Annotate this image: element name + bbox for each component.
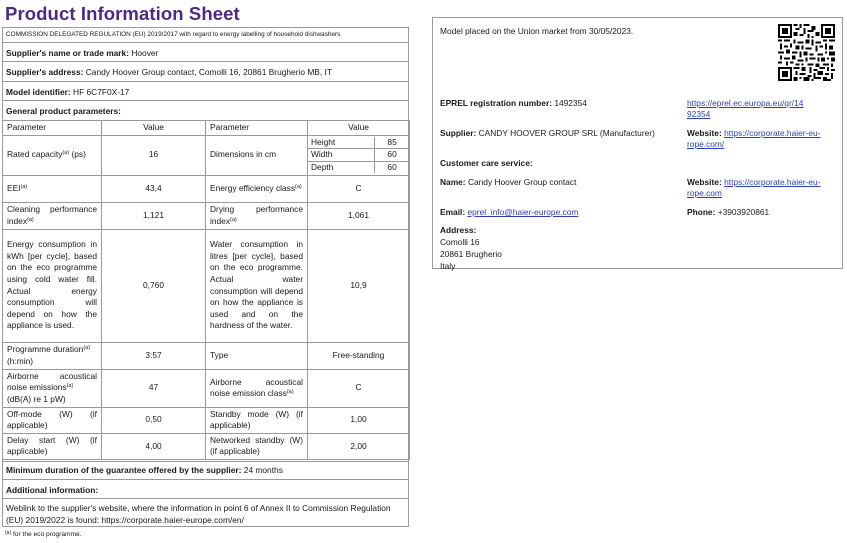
- regulation-text: COMMISSION DELEGATED REGULATION (EU) 2019/2017 with regard to energy labelling of household dishwashers: [6, 31, 341, 38]
- placed-on-market: Model placed on the Union market from 30/05/2023.: [440, 26, 634, 36]
- table-row: [3, 369, 410, 407]
- networked-standby-value: 2,00: [308, 433, 410, 459]
- footnote-text: for the eco programme.: [12, 531, 82, 538]
- website-link-line-2[interactable]: rope.com/: [687, 139, 725, 149]
- eprel-link-line-1[interactable]: https://eprel.ec.europa.eu/qr/14: [687, 98, 804, 108]
- address-line-3: Italy: [440, 261, 456, 271]
- noise-class-value: C: [308, 369, 410, 407]
- address-line-1: Comolli 16: [440, 237, 480, 247]
- programme-duration-label: Programme duration$^{(a)}$ (h:min): [3, 342, 102, 369]
- additional-info-row: [2, 479, 409, 498]
- phone-label: Phone:: [687, 207, 716, 217]
- guarantee-row: [2, 461, 409, 479]
- standby-mode-value: 1,00: [308, 407, 410, 433]
- eprel-card: [432, 17, 843, 269]
- page-title: Product Information Sheet: [5, 3, 240, 24]
- table-row: [3, 342, 410, 369]
- rated-capacity-value: 16: [102, 135, 206, 175]
- delay-start-value: 4,00: [102, 433, 206, 459]
- guarantee-label: Minimum duration of the guarantee offered by the supplier:: [6, 465, 242, 475]
- qr-code-icon: [778, 24, 835, 81]
- regulation-row: [2, 27, 409, 42]
- drying-index-label: Drying performance index$^{(a)}$: [206, 202, 308, 229]
- table-header-row: [3, 121, 410, 136]
- height-value: 85: [375, 137, 409, 149]
- width-label: Width: [308, 149, 375, 162]
- care-website-label: Website:: [687, 177, 722, 187]
- address-line-2: 20861 Brugherio: [440, 249, 502, 259]
- weblink-row: [2, 498, 409, 527]
- email-link[interactable]: eprel_info@haier-europe.com: [467, 207, 579, 217]
- noise-emissions-label: Airborne acoustical noise emissions$^{(a)}$ (dB(A) re 1 pW): [3, 369, 102, 407]
- dimensions-cell: [308, 135, 410, 175]
- energy-consumption-label: Energy consumption in kWh [per cycle], based on the eco programme using cold water fill. Actual energy consumption will depend on how the appliance is used.: [3, 229, 102, 342]
- table-row: [3, 202, 410, 229]
- rated-capacity-label: Rated capacity$^{(a)}$ (ps): [3, 135, 102, 175]
- model-identifier-label: Model identifier:: [6, 87, 71, 97]
- model-identifier-row: [2, 81, 409, 100]
- general-params-heading: General product parameters:: [6, 106, 121, 116]
- eprel-value: 1492354: [554, 98, 587, 108]
- care-name-label: Name:: [440, 177, 466, 187]
- eei-label: EEI$^{(a)}$: [3, 175, 102, 202]
- depth-label: Depth: [308, 161, 375, 173]
- supplier-name-label: Supplier's name or trade mark:: [6, 48, 130, 58]
- dimensions-table: [308, 137, 409, 174]
- drying-index-value: 1,061: [308, 202, 410, 229]
- model-identifier-value: HF 6C7F0X-17: [73, 87, 130, 97]
- email-label: Email:: [440, 207, 466, 217]
- off-mode-label: Off-mode (W) (if applicable): [3, 407, 102, 433]
- cleaning-index-label: Cleaning performance index$^{(a)}$: [3, 202, 102, 229]
- depth-value: 60: [387, 161, 397, 172]
- supplier-value: CANDY HOOVER GROUP SRL (Manufacturer): [478, 128, 655, 138]
- address-label: Address:: [440, 225, 477, 235]
- header-parameter-2: Parameter: [206, 121, 308, 136]
- noise-class-label: Airborne acoustical noise emission class$^{(a)}$: [206, 369, 308, 407]
- supplier-name-row: [2, 42, 409, 61]
- height-label: Height: [308, 137, 375, 149]
- water-consumption-value: 10,9: [308, 229, 410, 342]
- header-value-2: Value: [308, 121, 410, 136]
- off-mode-value: 0,50: [102, 407, 206, 433]
- phone-value: +3903920861: [717, 207, 770, 217]
- eei-value: 43,4: [102, 175, 206, 202]
- care-name-value: Candy Hoover Group contact: [467, 177, 577, 187]
- supplier-address-value: Candy Hoover Group contact, Comolli 16, 20861 Brugherio MB, IT: [85, 67, 332, 77]
- eprel-label: EPREL registration number:: [440, 98, 552, 108]
- supplier-address-label: Supplier's address:: [6, 67, 84, 77]
- parameters-table: [2, 120, 410, 460]
- weblink-text: Weblink to the supplier's website, where the information in point 6 of Annex II to Commission Regulation (EU) 2019/2022 is found: https://corporate.haier-europe.com/en/: [6, 503, 391, 525]
- eprel-link[interactable]: [687, 98, 803, 120]
- header-parameter: Parameter: [3, 121, 102, 136]
- standby-mode-label: Standby mode (W) (if applicable): [206, 407, 308, 433]
- type-value: Free-standing: [308, 342, 410, 369]
- care-website-link-line-2[interactable]: rope.com: [687, 188, 722, 198]
- header-value: Value: [102, 121, 206, 136]
- water-consumption-label: Water consumption in litres [per cycle], based on the eco programme. Actual water consumption will depend on how the appliance is used and on the hardness of the water.: [206, 229, 308, 342]
- supplier-label: Supplier:: [440, 128, 477, 138]
- cleaning-index-value: 1,121: [102, 202, 206, 229]
- dimensions-label: Dimensions in cm: [206, 135, 308, 175]
- energy-class-value: C: [308, 175, 410, 202]
- customer-care-heading: Customer care service:: [440, 158, 533, 168]
- footnote: [5, 531, 82, 538]
- table-row: [3, 175, 410, 202]
- energy-consumption-value: 0,760: [102, 229, 206, 342]
- delay-start-label: Delay start (W) (if applicable): [3, 433, 102, 459]
- table-row: [3, 433, 410, 459]
- guarantee-value: 24 months: [243, 465, 283, 475]
- supplier-address-row: [2, 61, 409, 81]
- eprel-link-line-2[interactable]: 92354: [687, 109, 711, 119]
- programme-duration-value: 3:57: [102, 342, 206, 369]
- supplier-name-value: Hoover: [131, 48, 159, 58]
- noise-emissions-value: 47: [102, 369, 206, 407]
- care-website-link-line-1[interactable]: https://corporate.haier-eu-: [724, 177, 821, 187]
- width-value: 60: [375, 149, 409, 162]
- networked-standby-label: Networked standby (W) (if applicable): [206, 433, 308, 459]
- footnote-mark: (a): [5, 530, 12, 536]
- energy-class-label: Energy efficiency class$^{(a)}$: [206, 175, 308, 202]
- general-params-row: [2, 100, 409, 120]
- additional-info-heading: Additional information:: [6, 485, 99, 495]
- website-label: Website:: [687, 128, 722, 138]
- type-label: Type: [206, 342, 308, 369]
- table-row: [3, 229, 410, 342]
- table-row: [3, 407, 410, 433]
- table-row: [3, 135, 410, 175]
- website-link-line-1[interactable]: https://corporate.haier-eu-: [724, 128, 821, 138]
